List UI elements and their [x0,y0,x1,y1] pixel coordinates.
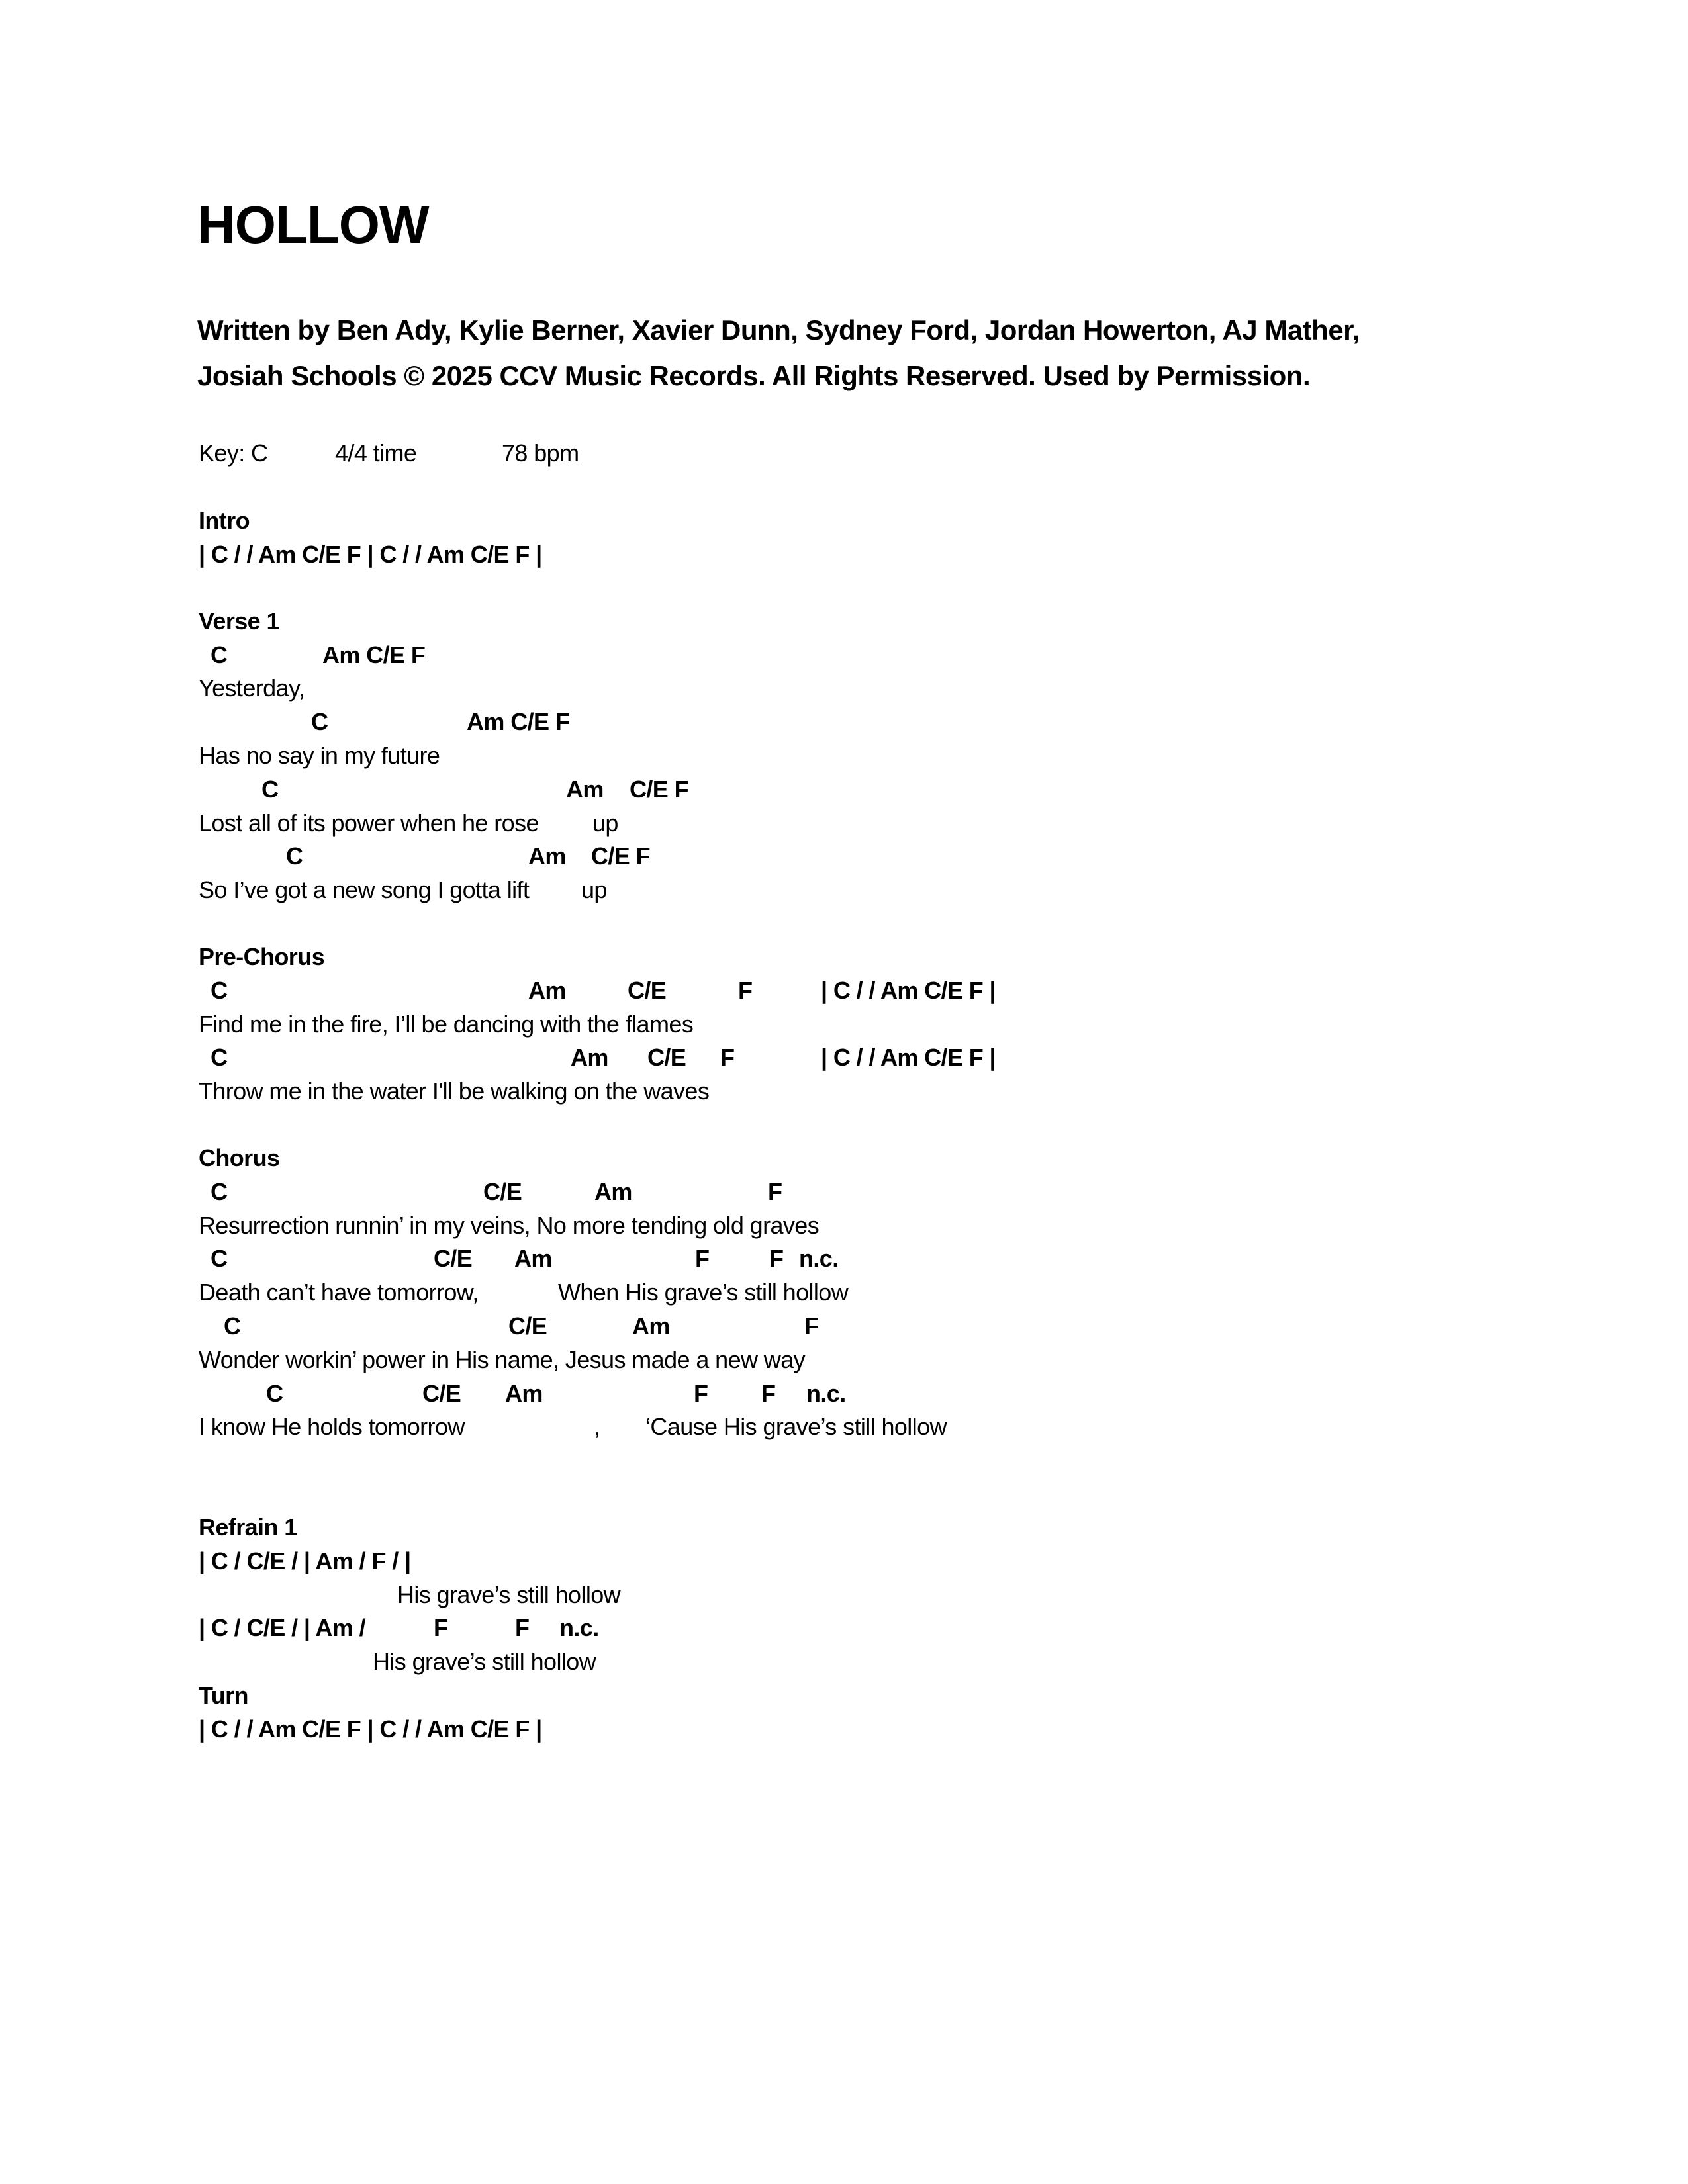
chord-text: C [211,977,228,1004]
chord-text: Am [632,1312,670,1340]
lyric-line [0,672,1688,705]
chord-or-heading-line [0,1142,1688,1175]
chord-text: F [515,1614,530,1641]
chord-text: C [211,1044,228,1071]
lyric-line [0,874,1688,907]
chord-or-heading-line [0,705,1688,739]
chord-or-heading-line [0,1713,1688,1746]
lyric-text: Yesterday, [199,674,305,702]
lyric-text: up [581,876,607,903]
chord-or-heading-line [0,504,1688,537]
chord-text: Am [566,776,604,803]
chord-or-heading-line [0,1612,1688,1645]
chord-text: C [211,1178,228,1205]
lyric-text: Death can’t have tomorrow, [199,1279,479,1306]
lyric-line [0,1276,1688,1309]
chord-text: C/E [483,1178,522,1205]
lyric-line [0,1343,1688,1377]
chord-text: C [311,708,328,735]
chord-text: C/E [647,1044,686,1071]
lyric-text: When His grave’s still hollow [558,1279,849,1306]
chord-text: C [211,1245,228,1272]
chord-text: Am [571,1044,608,1071]
chord-text: n.c. [799,1245,839,1272]
chord-text: F [761,1380,776,1407]
credits-line-2: Josiah Schools © 2025 CCV Music Records. All Rights Reserved. Used by Permission. [197,360,1311,391]
lyric-text: His grave’s still hollow [397,1581,621,1608]
chord-text: C [224,1312,241,1340]
chord-text: F [720,1044,735,1071]
chord-text: C [211,641,228,668]
chord-text: F [768,1178,782,1205]
lyric-line [0,1075,1688,1108]
chord-text: Turn [199,1682,248,1709]
chord-text: Am C/E F [322,641,426,668]
song-meta [0,437,1688,470]
lyric-text: So I’ve got a new song I gotta lift [199,876,530,903]
chord-text: Am [505,1380,543,1407]
lyric-line [0,1008,1688,1041]
chord-text: n.c. [559,1614,599,1641]
chord-text: F [695,1245,710,1272]
chord-text: Refrain 1 [199,1514,297,1541]
lyric-text: ‘Cause His grave’s still hollow [645,1413,947,1440]
tempo: 78 bpm [502,439,579,467]
chord-or-heading-line [0,1511,1688,1544]
chord-text: Am [528,977,566,1004]
lyric-line [0,739,1688,772]
chord-or-heading-line [0,1310,1688,1343]
chord-text: C/E [422,1380,461,1407]
lyric-text: I know He holds tomorrow [199,1413,465,1440]
credits-line-1: Written by Ben Ady, Kylie Berner, Xavier Dunn, Sydney Ford, Jordan Howerton, AJ Mather, [197,314,1360,345]
lyric-text: Lost all of its power when he rose [199,809,539,837]
chord-or-heading-line [0,940,1688,974]
chord-text: C/E [628,977,667,1004]
chord-text: F [769,1245,784,1272]
chord-text: C/E F [591,842,651,870]
lyric-text: , [594,1413,600,1440]
lyric-text: Throw me in the water I'll be walking on the waves [199,1077,710,1105]
time-signature: 4/4 time [335,439,417,467]
chord-text: F [694,1380,708,1407]
chord-or-heading-line [0,773,1688,806]
key-label: Key: C [199,439,268,467]
chord-text: C [266,1380,283,1407]
chord-text: Intro [199,507,250,534]
chord-text: C [261,776,279,803]
chord-text: C/E [508,1312,547,1340]
lyric-text: Wonder workin’ power in His name, Jesus made a new way [199,1346,806,1373]
lyric-line [0,807,1688,840]
chord-or-heading-line [0,1679,1688,1712]
lyric-line [0,1578,1688,1612]
chord-or-heading-line [0,1041,1688,1074]
chord-text: C/E F [630,776,689,803]
chord-or-heading-line [0,974,1688,1007]
lyric-line [0,1645,1688,1678]
chord-or-heading-line [0,605,1688,638]
chord-text: | C / C/E / | Am / [199,1614,366,1641]
chord-or-heading-line [0,1175,1688,1208]
lyric-text: His grave’s still hollow [373,1648,596,1675]
lyric-text: up [592,809,618,837]
chord-or-heading-line [0,1545,1688,1578]
chord-text: Am C/E F [467,708,570,735]
chord-or-heading-line [0,1242,1688,1275]
chord-text: F [434,1614,448,1641]
chord-text: Chorus [199,1144,280,1171]
lyric-text: Resurrection runnin’ in my veins, No more tending old graves [199,1212,820,1239]
chord-text: Am [514,1245,552,1272]
chord-text: | C / / Am C/E F | [821,1044,996,1071]
chord-or-heading-line [0,538,1688,571]
lyric-text: Find me in the fire, I’ll be dancing with the flames [199,1011,694,1038]
chord-text: | C / / Am C/E F | C / / Am C/E F | [199,1715,542,1743]
chord-text: n.c. [806,1380,846,1407]
chord-text: Pre-Chorus [199,943,325,970]
chord-text: F [804,1312,819,1340]
chord-text: C/E [434,1245,473,1272]
chord-text: F [738,977,753,1004]
lyric-text: Has no say in my future [199,742,440,769]
lyric-line [0,1209,1688,1242]
chord-text: Am [594,1178,632,1205]
chord-text: C [286,842,303,870]
chord-text: | C / / Am C/E F | [821,977,996,1004]
chord-text: Am [528,842,566,870]
chord-text: | C / C/E / | Am / F / | [199,1547,411,1574]
lyric-line [0,1410,1688,1443]
chord-or-heading-line [0,1377,1688,1410]
chord-text: Verse 1 [199,608,279,635]
chord-text: | C / / Am C/E F | C / / Am C/E F | [199,541,542,568]
chord-or-heading-line [0,840,1688,873]
song-title: HOLLOW [197,195,429,254]
chord-or-heading-line [0,639,1688,672]
